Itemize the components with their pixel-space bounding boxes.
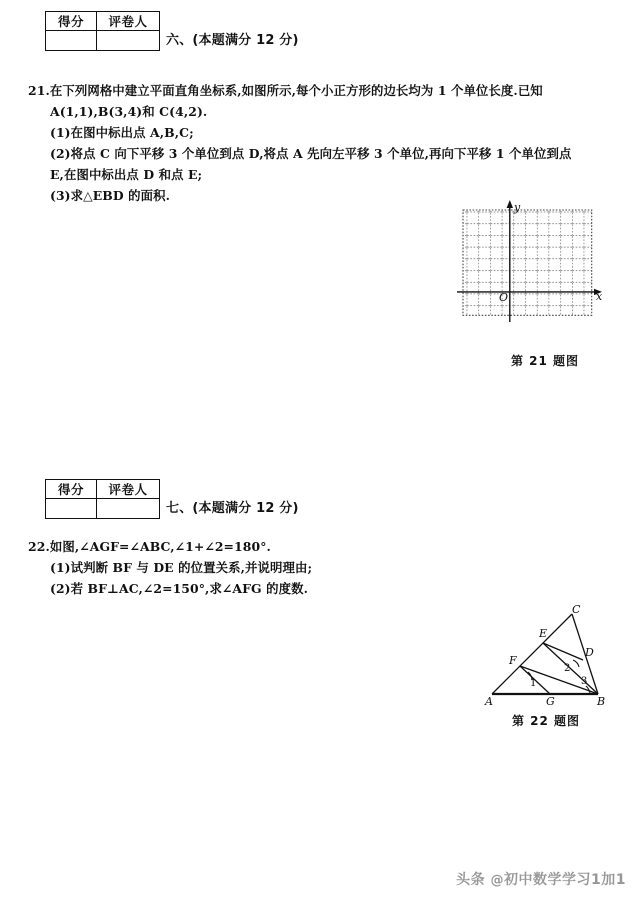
table-row bbox=[46, 480, 160, 499]
question-21-line-5: E,在图中标出点 D 和点 E; bbox=[50, 167, 203, 182]
angle-label-3: 3 bbox=[581, 676, 588, 687]
x-axis-label: x bbox=[596, 290, 603, 303]
triangle-svg bbox=[480, 603, 615, 708]
score-header-cell: 得分 bbox=[46, 12, 97, 31]
question-21-line-2: A(1,1),B(3,4)和 C(4,2). bbox=[50, 104, 208, 119]
section-heading-six: 六、(本题满分 12 分) bbox=[166, 33, 299, 48]
question-21-line-4: (2)将点 C 向下平移 3 个单位到点 D,将点 A 先向左平移 3 个单位,再向下平移 1 个单位到点 bbox=[50, 146, 572, 161]
origin-label: O bbox=[499, 291, 509, 304]
figure-22-caption: 第 22 题图 bbox=[512, 714, 581, 728]
question-21 bbox=[28, 80, 572, 206]
question-22 bbox=[28, 536, 448, 599]
watermark-at-symbol: @ bbox=[490, 873, 505, 888]
grader-header-cell: 评卷人 bbox=[97, 12, 160, 31]
table-row bbox=[46, 31, 160, 51]
score-value-cell[interactable] bbox=[46, 31, 97, 51]
angle-arc-2 bbox=[573, 660, 579, 667]
grader-value-cell[interactable] bbox=[97, 499, 160, 519]
score-table-seven bbox=[45, 479, 160, 519]
question-22-line-2: (1)试判断 BF 与 DE 的位置关系,并说明理由; bbox=[50, 560, 313, 575]
vertex-label-D: D bbox=[585, 646, 594, 659]
grader-header-cell: 评卷人 bbox=[97, 480, 160, 499]
coordinate-grid-svg bbox=[455, 200, 605, 350]
grader-value-cell[interactable] bbox=[97, 31, 160, 51]
question-22-line-1: 22.如图,∠AGF=∠ABC,∠1+∠2=180°. bbox=[28, 539, 271, 554]
y-axis-label: y bbox=[514, 201, 521, 214]
vertex-label-C: C bbox=[572, 603, 581, 616]
figure-22-triangle-diagram bbox=[480, 603, 615, 708]
grid-area bbox=[463, 210, 592, 315]
watermark-prefix: 头条 bbox=[456, 872, 486, 888]
segment-ED bbox=[543, 643, 583, 660]
vertex-label-E: E bbox=[539, 627, 548, 640]
table-row bbox=[46, 12, 160, 31]
vertex-label-G: G bbox=[546, 695, 555, 708]
vertex-label-B: B bbox=[597, 695, 606, 708]
watermark bbox=[456, 869, 626, 889]
question-21-line-3: (1)在图中标出点 A,B,C; bbox=[50, 125, 194, 140]
vertex-label-A: A bbox=[485, 695, 493, 708]
question-22-line-3: (2)若 BF⊥AC,∠2=150°,求∠AFG 的度数. bbox=[50, 581, 309, 596]
angle-label-1: 1 bbox=[530, 678, 537, 689]
vertex-label-F: F bbox=[509, 654, 517, 667]
table-row bbox=[46, 499, 160, 519]
score-value-cell[interactable] bbox=[46, 499, 97, 519]
figure-21-caption: 第 21 题图 bbox=[511, 354, 580, 368]
question-21-line-1: 21.在下列网格中建立平面直角坐标系,如图所示,每个小正方形的边长均为 1 个单位长度.已知 bbox=[28, 83, 543, 98]
score-table-six bbox=[45, 11, 160, 51]
question-21-line-6: (3)求△EBD 的面积. bbox=[50, 188, 171, 203]
watermark-handle: 初中数学学习1加1 bbox=[504, 872, 626, 888]
section-heading-seven: 七、(本题满分 12 分) bbox=[166, 501, 299, 516]
y-axis-arrow bbox=[507, 200, 513, 208]
angle-label-2: 2 bbox=[564, 663, 571, 674]
score-header-cell: 得分 bbox=[46, 480, 97, 499]
